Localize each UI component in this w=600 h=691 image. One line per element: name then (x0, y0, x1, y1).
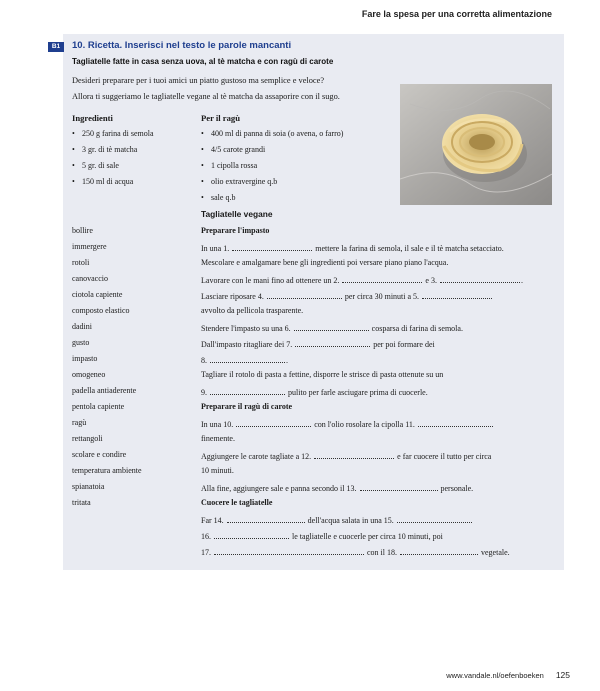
ragu-ingredient-item: • olio extravergine q.b (201, 177, 278, 186)
ingredients-heading: Ingredienti (72, 113, 113, 123)
step-line: avvolto da pellicola trasparente. (201, 306, 304, 315)
step-line: Stendere l'impasto su una 6. cosparsa di farina di semola. (201, 324, 463, 333)
word-bank-item: scolare e condire (72, 450, 127, 459)
blank-12[interactable] (314, 450, 394, 459)
recipe-title: Tagliatelle fatte in casa senza uova, al tè matcha e con ragù di carote (72, 57, 334, 66)
blank-4[interactable] (267, 290, 342, 299)
blank-2[interactable] (342, 274, 422, 283)
word-bank-item: pentola capiente (72, 402, 125, 411)
page-number: 125 (555, 670, 570, 680)
step-line: Lasciare riposare 4. per circa 30 minuti a 5. (201, 290, 493, 301)
ingredient-item: • 150 ml di acqua (72, 177, 134, 186)
blank-15[interactable] (397, 514, 472, 523)
blank-11[interactable] (418, 418, 493, 427)
exercise-title: 10. Ricetta. Inserisci nel testo le parole mancanti (72, 40, 292, 51)
word-bank-item: dadini (72, 322, 92, 331)
blank-9[interactable] (210, 386, 285, 395)
intro-line-1: Desideri preparare per i tuoi amici un piatto gustoso ma semplice e veloce? (72, 76, 325, 85)
cook-heading: Cuocere le tagliatelle (201, 498, 273, 507)
blank-8[interactable] (210, 354, 285, 363)
ingredient-item: • 3 gr. di tè matcha (72, 145, 138, 154)
word-bank-item: rotoli (72, 258, 90, 267)
blank-18[interactable] (400, 546, 478, 555)
page-footer (446, 670, 570, 680)
blank-17[interactable] (214, 546, 364, 555)
word-bank-item: impasto (72, 354, 98, 363)
word-bank-item: omogeneo (72, 370, 106, 379)
blank-3[interactable] (440, 274, 520, 283)
blank-16[interactable] (214, 530, 289, 539)
recipe-name: Tagliatelle vegane (201, 209, 273, 219)
ragu-ingredient-item: • 1 cipolla rossa (201, 161, 258, 170)
footer-url: www.vandale.nl/oefenboeken (446, 671, 544, 680)
word-bank-item: spianatoia (72, 482, 105, 491)
step-line: 17. con il 18. vegetale. (201, 548, 510, 557)
blank-13[interactable] (360, 482, 438, 491)
ragu-ingredient-item: • 400 ml di panna di soia (o avena, o farro) (201, 129, 344, 138)
ragu-ingredient-item: • sale q.b (201, 193, 236, 202)
word-bank-item: temperatura ambiente (72, 466, 142, 475)
blank-14[interactable] (227, 514, 305, 523)
step-line: Tagliare il rotolo di pasta a fettine, disporre le strisce di pasta ottenute su un (201, 370, 444, 379)
step-line: In una 1. mettere la farina di semola, il sale e il tè matcha setacciato. (201, 244, 504, 253)
step-line: Dall'impasto ritagliare dei 7. per poi formare dei (201, 340, 435, 349)
blank-10[interactable] (236, 418, 311, 427)
step-line: 9. pulito per farle asciugare prima di cuocerle. (201, 388, 428, 397)
word-bank-item: composto elastico (72, 306, 130, 315)
step-line: Mescolare e amalgamare bene gli ingredienti poi versare piano piano l'acqua. (201, 258, 449, 267)
word-bank-item: bollire (72, 226, 93, 235)
step-line: Lavorare con le mani fino ad ottenere un 2. e 3. . (201, 276, 523, 285)
word-bank-item: ragù (72, 418, 87, 427)
word-bank-item: tritata (72, 498, 91, 507)
blank-7[interactable] (295, 338, 370, 347)
impasto-heading: Preparare l'impasto (201, 226, 270, 235)
level-badge: B1 (48, 42, 64, 52)
step-line: Alla fine, aggiungere sale e panna secondo il 13. personale. (201, 484, 474, 493)
blank-1[interactable] (232, 242, 312, 251)
word-bank-item: padella antiaderente (72, 386, 137, 395)
ingredient-item: • 250 g farina di semola (72, 129, 154, 138)
step-line: 16. le tagliatelle e cuocerle per circa 10 minuti, poi (201, 532, 443, 541)
blank-5[interactable] (422, 290, 492, 299)
ingredient-item: • 5 gr. di sale (72, 161, 119, 170)
step-line: In una 10. con l'olio rosolare la cipolla 11. (201, 418, 494, 429)
blank-6[interactable] (294, 322, 369, 331)
running-header: Fare la spesa per una corretta alimentazione (361, 9, 552, 19)
word-bank-item: ciotola capiente (72, 290, 123, 299)
step-line: 10 minuti. (201, 466, 234, 475)
ragu-ingredient-item: • 4/5 carote grandi (201, 145, 266, 154)
ragu-heading: Preparare il ragù di carote (201, 402, 293, 411)
step-line: Aggiungere le carote tagliate a 12. e far cuocere il tutto per circa (201, 452, 492, 461)
intro-line-2: Allora ti suggeriamo le tagliatelle vegane al tè matcha da assaporire con il sugo. (72, 92, 340, 101)
word-bank-item: rettangoli (72, 434, 103, 443)
step-line: Far 14. dell'acqua salata in una 15. (201, 514, 473, 525)
word-bank-item: canovaccio (72, 274, 108, 283)
step-line: 8. . (201, 356, 288, 365)
tagliatelle-photo (400, 84, 552, 205)
ragu-ingredients-heading: Per il ragù (201, 113, 240, 123)
step-line: finemente. (201, 434, 235, 443)
word-bank-item: immergere (72, 242, 107, 251)
word-bank-item: gusto (72, 338, 90, 347)
